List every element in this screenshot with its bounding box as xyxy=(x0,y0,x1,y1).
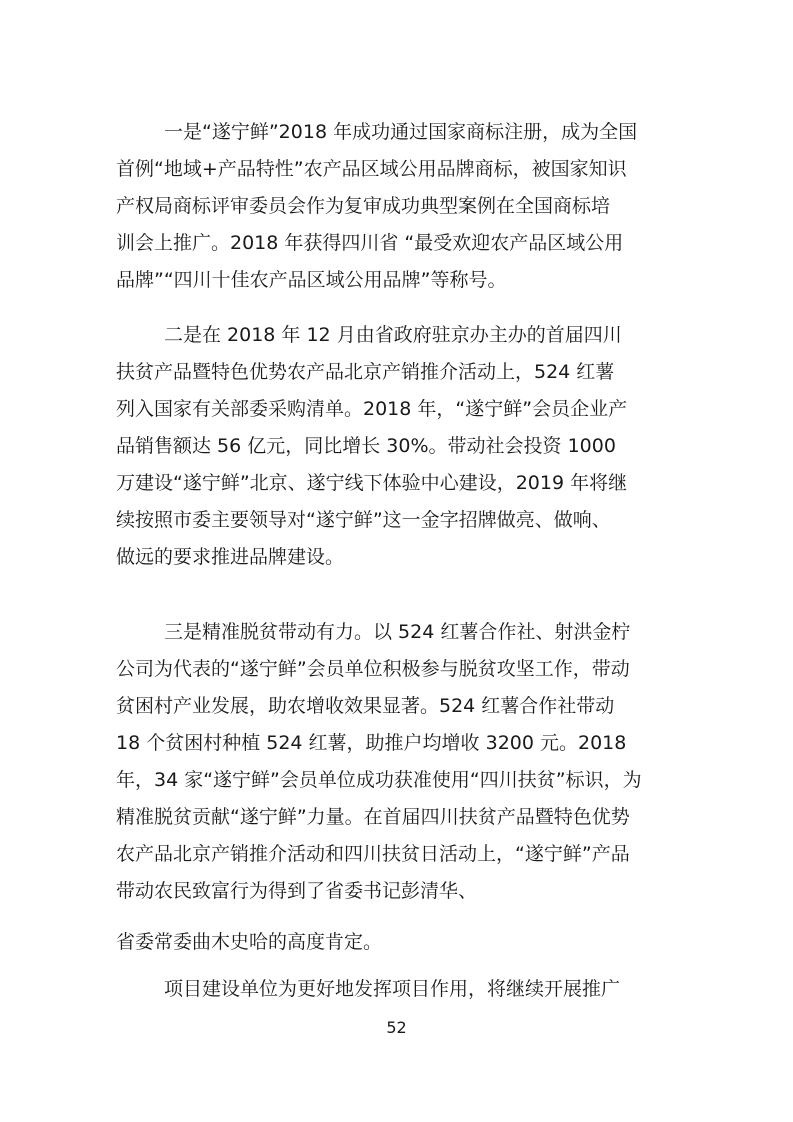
paragraph-3-line-5: 年，34 家“遂宁鲜”会员单位成功获准使用“四川扶贫”标识，为 xyxy=(116,769,642,791)
paragraph-2-line-5: 万建设“遂宁鲜”北京、遂宁线下体验中心建设，2019 年将继 xyxy=(116,472,628,494)
paragraph-2-line-1: 二是在 2018 年 12 月由省政府驻京办主办的首届四川 xyxy=(164,324,622,346)
paragraph-1-line-1: 一是“遂宁鲜”2018 年成功通过国家商标注册，成为全国 xyxy=(164,121,638,143)
paragraph-3-line-6: 精准脱贫贡献“遂宁鲜”力量。在首届四川扶贫产品暨特色优势 xyxy=(116,806,630,828)
paragraph-5-line-1: 项目建设单位为更好地发挥项目作用，将继续开展推广 xyxy=(164,978,621,1000)
paragraph-3-line-7: 农产品北京产销推介活动和四川扶贫日活动上，“遂宁鲜”产品 xyxy=(116,843,630,865)
paragraph-1-line-4: 训会上推广。2018 年获得四川省 “最受欢迎农产品区域公用 xyxy=(116,232,624,254)
paragraph-2-line-2: 扶贫产品暨特色优势农产品北京产销推介活动上，524 红薯 xyxy=(116,361,615,383)
paragraph-3-line-4: 18 个贫困村种植 524 红薯，助推户均增收 3200 元。2018 xyxy=(116,732,627,754)
paragraph-4-line-1: 省委常委曲木史哈的高度肯定。 xyxy=(116,931,383,953)
page-number: 52 xyxy=(386,1018,407,1037)
paragraph-1-line-2: 首例“地域+产品特性”农产品区域公用品牌商标，被国家知识 xyxy=(116,158,627,180)
paragraph-2-line-6: 续按照市委主要领导对“遂宁鲜”这一金字招牌做亮、做响、 xyxy=(116,509,611,531)
paragraph-3-line-2: 公司为代表的“遂宁鲜”会员单位积极参与脱贫攻坚工作，带动 xyxy=(116,658,630,680)
paragraph-2-line-3: 列入国家有关部委采购清单。2018 年，“遂宁鲜”会员企业产 xyxy=(116,398,628,420)
paragraph-1-line-5: 品牌”“四川十佳农产品区域公用品牌”等称号。 xyxy=(116,269,507,291)
paragraph-2-line-4: 品销售额达 56 亿元，同比增长 30%。带动社会投资 1000 xyxy=(116,435,616,457)
paragraph-3-line-3: 贫困村产业发展，助农增收效果显著。524 红薯合作社带动 xyxy=(116,695,615,717)
paragraph-3-line-8: 带动农民致富行为得到了省委书记彭清华、 xyxy=(116,880,478,902)
paragraph-2-line-7: 做远的要求推进品牌建设。 xyxy=(116,546,345,568)
paragraph-1-line-3: 产权局商标评审委员会作为复审成功典型案例在全国商标培 xyxy=(116,195,611,217)
paragraph-3-line-1: 三是精准脱贫带动有力。以 524 红薯合作社、射洪金柠 xyxy=(164,621,631,643)
